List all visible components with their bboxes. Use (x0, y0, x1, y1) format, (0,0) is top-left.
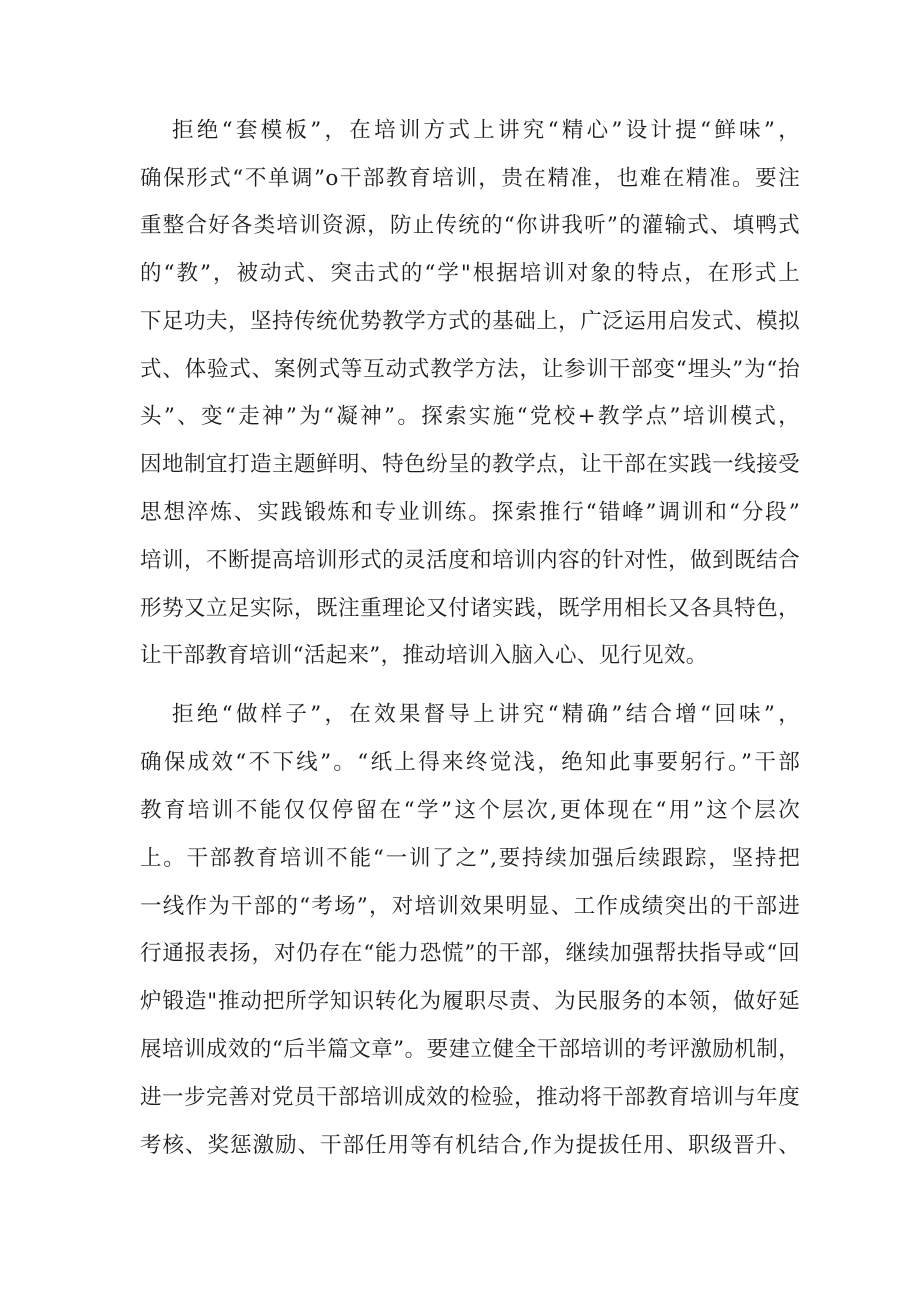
paragraph-2-line-7: 炉锻造"推动把所学知识转化为履职尽责、为民服务的本领，做好延 (140, 989, 800, 1014)
paragraph-1-line-11: 形势又立足实际，既注重理论又付诸实践，既学用相长又各具特色， (140, 596, 800, 621)
paragraph-1-line-2: 确保形式“不单调”o干部教育培训，贵在精准，也难在精准。要注 (140, 166, 800, 191)
paragraph-1-line-4: 的“教”，被动式、突击式的“学"根据培训对象的特点，在形式上 (140, 261, 800, 286)
paragraph-1-line-1: 拒绝“套模板”，在培训方式上讲究“精心”设计提“鲜味”， (172, 118, 800, 143)
paragraph-2-line-10: 考核、奖惩激励、干部任用等有机结合,作为提拔任用、职级晋升、 (140, 1133, 800, 1158)
paragraph-2-line-4: 上。干部教育培训不能“一训了之”,要持续加强后续跟踪，坚持把 (140, 846, 800, 871)
paragraph-1-line-3: 重整合好各类培训资源，防止传统的“你讲我听”的灌输式、填鸭式 (140, 213, 800, 238)
paragraph-2-line-8: 展培训成效的“后半篇文章”。要建立健全干部培训的考评激励机制， (140, 1037, 800, 1062)
paragraph-1-line-8: 因地制宜打造主题鲜明、特色纷呈的教学点，让干部在实践一线接受 (140, 452, 800, 477)
paragraph-1-line-7: 头”、变“走神”为“凝神”。探索实施“党校+教学点”培训模式， (140, 404, 800, 429)
paragraph-1-line-9: 思想淬炼、实践锻炼和专业训练。探索推行“错峰”调训和“分段” (140, 500, 800, 525)
paragraph-1-line-10: 培训，不断提高培训形式的灵活度和培训内容的针对性，做到既结合 (140, 548, 800, 573)
paragraph-2-line-6: 行通报表扬，对仍存在“能力恐慌”的干部，继续加强帮扶指导或“回 (140, 941, 800, 966)
paragraph-1-line-5: 下足功夫，坚持传统优势教学方式的基础上，广泛运用启发式、模拟 (140, 309, 800, 334)
paragraph-2-line-1: 拒绝“做样子”，在效果督导上讲究“精确”结合增“回味”， (172, 702, 800, 727)
paragraph-2-line-2: 确保成效“不下线”。“纸上得来终觉浅，绝知此事要躬行。”干部 (140, 750, 800, 775)
paragraph-1-line-6: 式、体验式、案例式等互动式教学方法，让参训干部变“埋头”为“抬 (140, 357, 800, 382)
paragraph-2-line-9: 进一步完善对党员干部培训成效的检验，推动将干部教育培训与年度 (140, 1085, 800, 1110)
paragraph-2-line-5: 一线作为干部的“考场”，对培训效果明显、工作成绩突出的干部进 (140, 894, 800, 919)
paragraph-1-line-12: 让干部教育培训“活起来”，推动培训入脑入心、见行见效。 (140, 643, 708, 668)
paragraph-2-line-3: 教育培训不能仅仅停留在“学”这个层次,更体现在“用”这个层次 (140, 798, 800, 823)
